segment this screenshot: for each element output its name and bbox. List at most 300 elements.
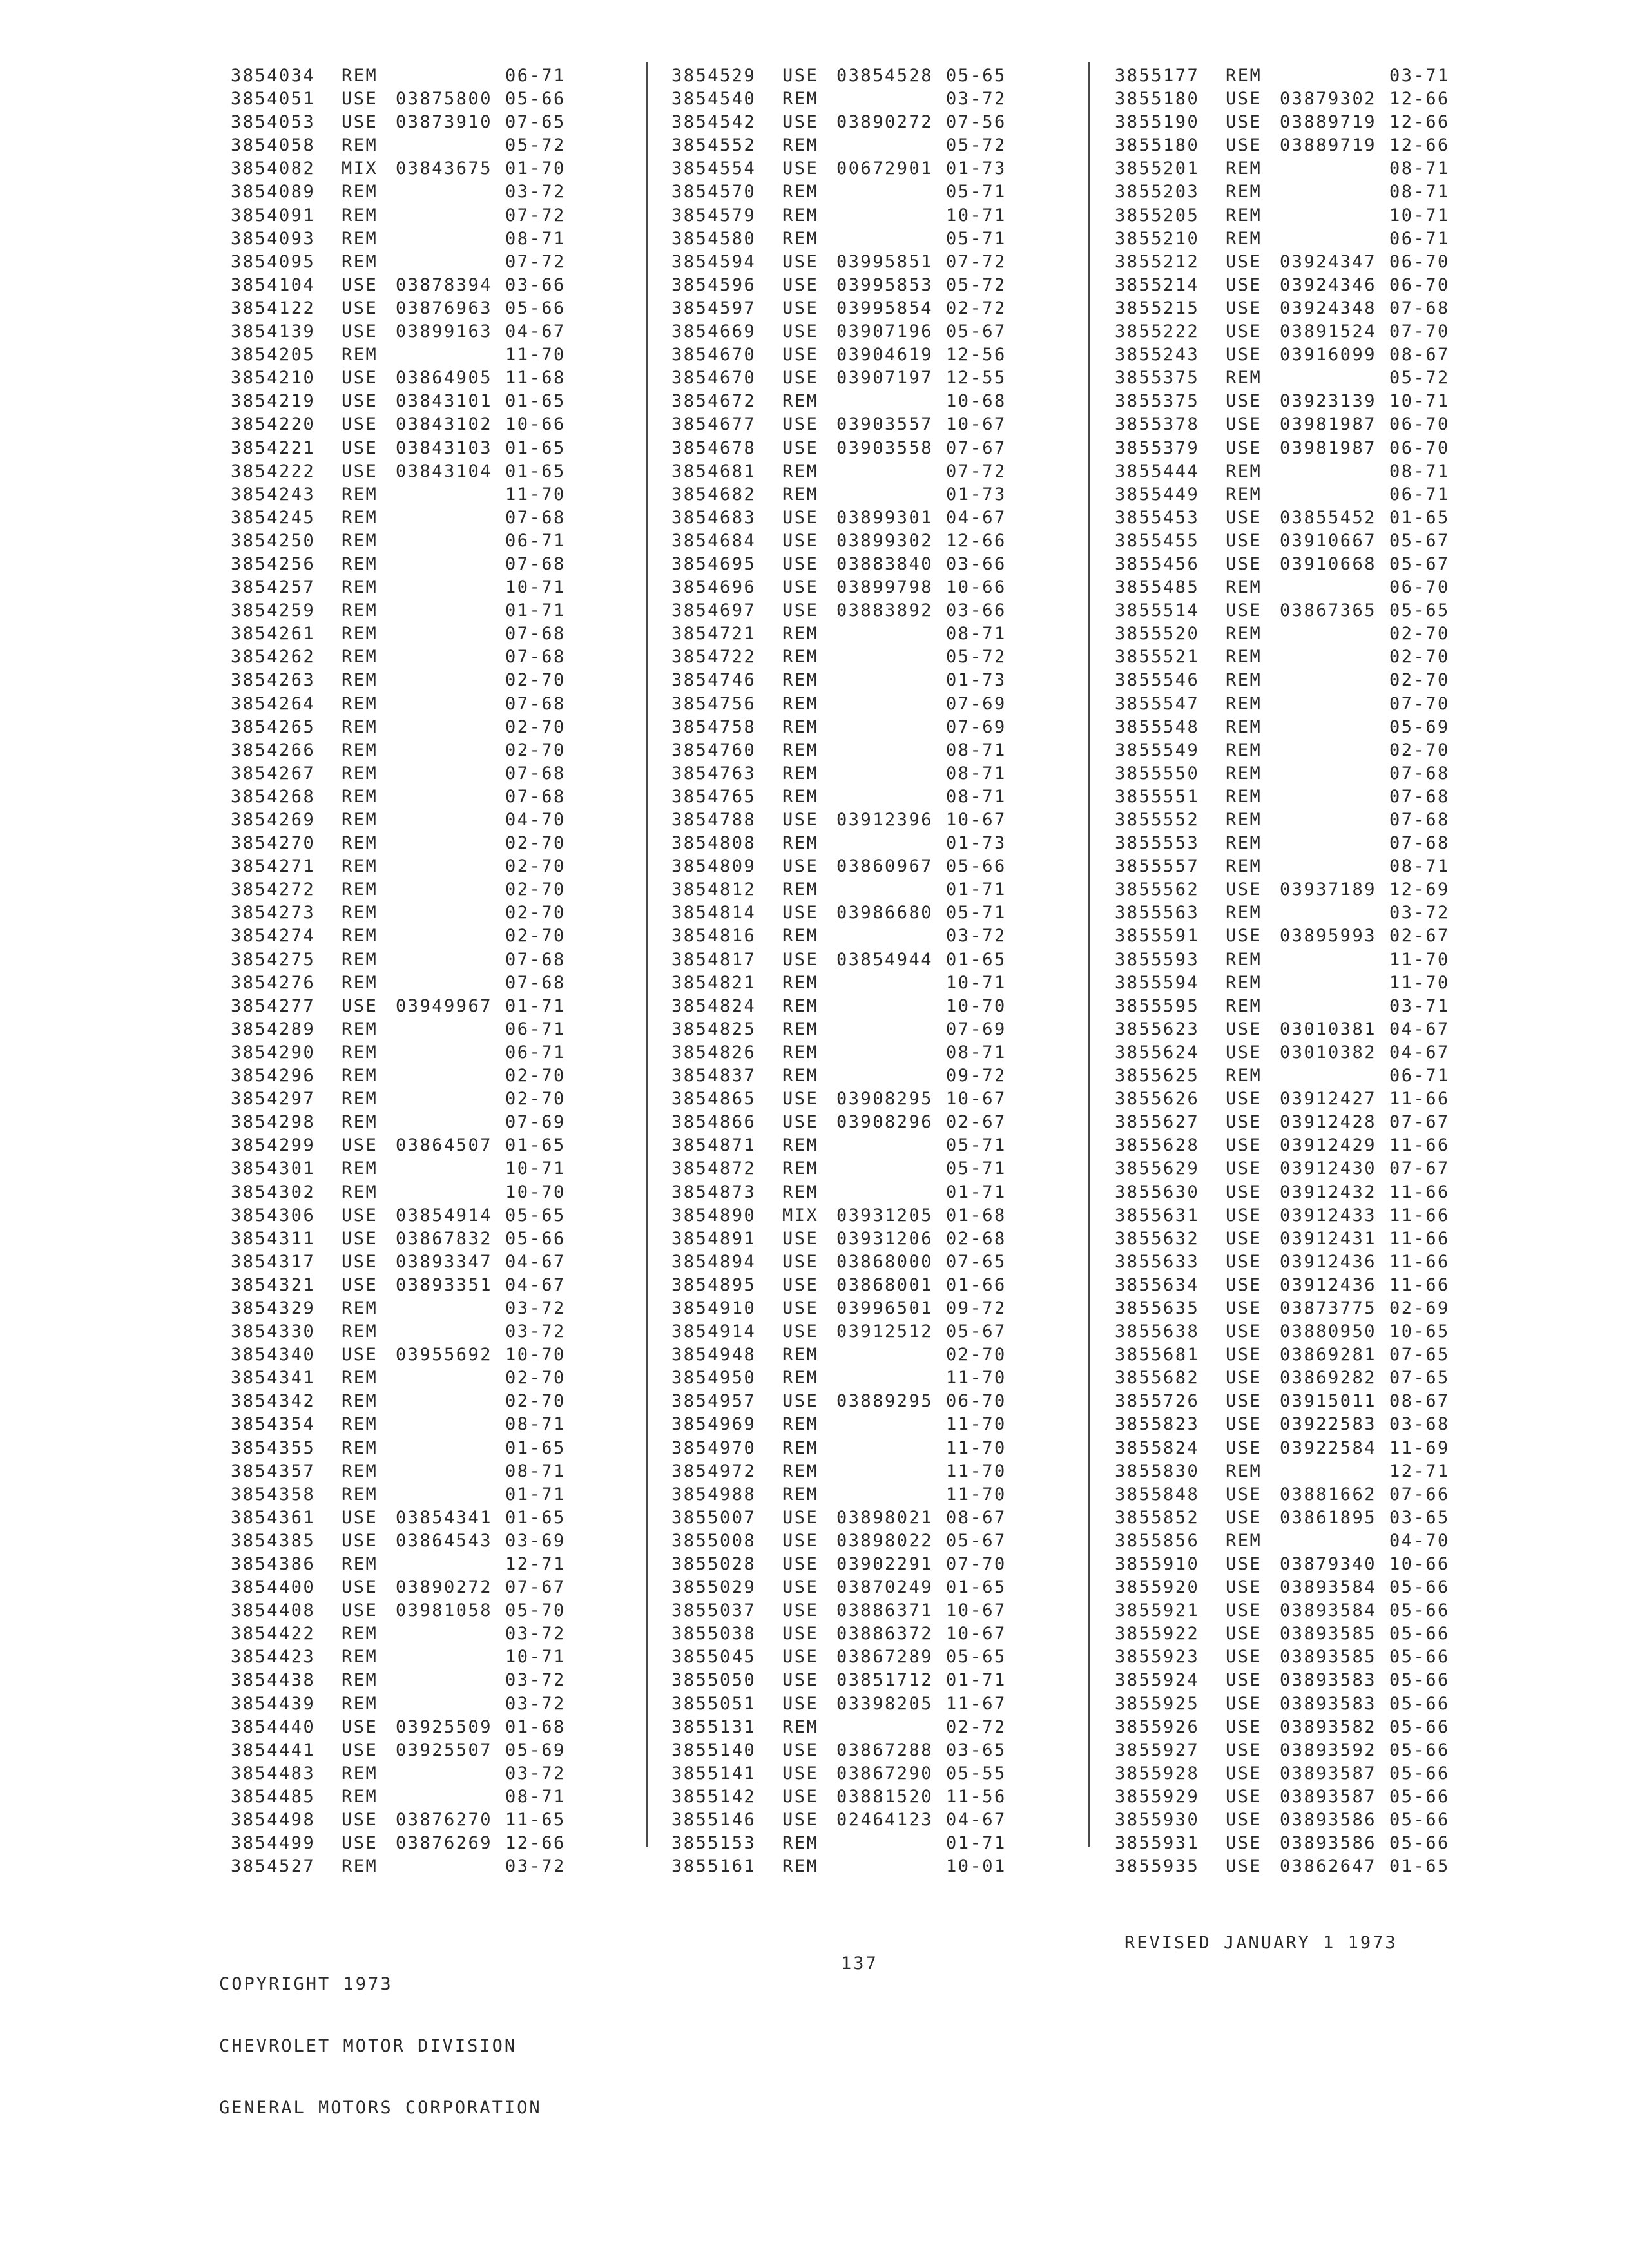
replacement-part-number: 03878394 bbox=[396, 274, 493, 295]
division-line: CHEVROLET MOTOR DIVISION bbox=[219, 2036, 517, 2056]
parts-row bbox=[671, 1227, 1097, 1251]
status-code: REM bbox=[1226, 972, 1262, 993]
status-code: USE bbox=[1226, 1274, 1262, 1295]
parts-row bbox=[231, 1204, 656, 1227]
status-code: REM bbox=[342, 1856, 378, 1877]
part-number: 3855210 bbox=[1115, 228, 1200, 249]
parts-row bbox=[231, 553, 656, 576]
status-code: REM bbox=[782, 972, 819, 993]
status-code: REM bbox=[1226, 763, 1262, 783]
status-code: USE bbox=[1226, 926, 1262, 947]
replacement-part-number: 03910668 bbox=[1280, 553, 1377, 574]
status-code: REM bbox=[342, 507, 378, 528]
status-code: USE bbox=[342, 112, 378, 133]
parts-row bbox=[231, 1274, 656, 1297]
effective-date: 02-70 bbox=[505, 1391, 566, 1412]
replacement-part-number: 03869281 bbox=[1280, 1345, 1377, 1365]
effective-date: 09-72 bbox=[946, 1066, 1007, 1086]
part-number: 3854441 bbox=[231, 1740, 316, 1760]
effective-date: 10-67 bbox=[946, 1600, 1007, 1621]
effective-date: 07-68 bbox=[505, 647, 566, 668]
effective-date: 01-73 bbox=[946, 833, 1007, 854]
replacement-part-number: 03881662 bbox=[1280, 1484, 1377, 1504]
part-number: 3854669 bbox=[671, 322, 757, 342]
status-code: USE bbox=[342, 322, 378, 342]
status-code: USE bbox=[1226, 437, 1262, 458]
status-code: USE bbox=[1226, 1624, 1262, 1644]
parts-row bbox=[1115, 1506, 1540, 1530]
effective-date: 10-66 bbox=[1389, 1554, 1450, 1574]
effective-date: 07-65 bbox=[946, 1251, 1007, 1272]
effective-date: 05-71 bbox=[946, 1158, 1007, 1179]
effective-date: 08-71 bbox=[505, 1414, 566, 1435]
status-code: USE bbox=[782, 903, 819, 923]
status-code: REM bbox=[342, 1437, 378, 1458]
status-code: USE bbox=[1226, 1368, 1262, 1389]
parts-row bbox=[231, 762, 656, 785]
effective-date: 01-65 bbox=[505, 1507, 566, 1528]
status-code: USE bbox=[782, 414, 819, 435]
status-code: REM bbox=[342, 1786, 378, 1807]
part-number: 3854290 bbox=[231, 1042, 316, 1062]
parts-row bbox=[671, 669, 1097, 692]
effective-date: 11-70 bbox=[505, 484, 566, 505]
effective-date: 11-70 bbox=[946, 1368, 1007, 1389]
status-code: USE bbox=[342, 368, 378, 389]
part-number: 3855824 bbox=[1115, 1437, 1200, 1458]
replacement-part-number: 03912512 bbox=[836, 1321, 934, 1342]
status-code: USE bbox=[342, 1274, 378, 1295]
effective-date: 02-70 bbox=[505, 856, 566, 877]
parts-row bbox=[1115, 1832, 1540, 1855]
status-code: REM bbox=[342, 786, 378, 807]
status-code: REM bbox=[342, 763, 378, 783]
parts-row bbox=[1115, 1716, 1540, 1739]
status-code: USE bbox=[1226, 1670, 1262, 1691]
part-number: 3855923 bbox=[1115, 1647, 1200, 1667]
replacement-part-number: 03843675 bbox=[396, 159, 493, 179]
status-code: REM bbox=[1226, 461, 1262, 481]
status-code: USE bbox=[1226, 1182, 1262, 1202]
part-number: 3855848 bbox=[1115, 1484, 1200, 1504]
status-code: REM bbox=[342, 903, 378, 923]
replacement-part-number: 03924348 bbox=[1280, 298, 1377, 318]
part-number: 3854894 bbox=[671, 1251, 757, 1272]
status-code: USE bbox=[782, 577, 819, 598]
part-number: 3855552 bbox=[1115, 810, 1200, 830]
part-number: 3854221 bbox=[231, 437, 316, 458]
status-code: REM bbox=[782, 1833, 819, 1854]
parts-row bbox=[231, 1181, 656, 1204]
part-number: 3855635 bbox=[1115, 1298, 1200, 1318]
status-code: REM bbox=[782, 926, 819, 947]
effective-date: 05-67 bbox=[946, 1530, 1007, 1551]
status-code: USE bbox=[1226, 1600, 1262, 1621]
part-number: 3854760 bbox=[671, 740, 757, 760]
parts-row bbox=[1115, 320, 1540, 343]
part-number: 3854361 bbox=[231, 1507, 316, 1528]
status-code: USE bbox=[782, 251, 819, 272]
status-code: USE bbox=[782, 1647, 819, 1667]
effective-date: 03-72 bbox=[505, 1763, 566, 1783]
parts-row bbox=[1115, 460, 1540, 483]
effective-date: 07-68 bbox=[1389, 763, 1450, 783]
effective-date: 02-70 bbox=[946, 1345, 1007, 1365]
effective-date: 05-72 bbox=[1389, 368, 1450, 389]
part-number: 3855638 bbox=[1115, 1321, 1200, 1342]
parts-row bbox=[671, 1855, 1097, 1878]
status-code: REM bbox=[1226, 484, 1262, 505]
parts-row bbox=[671, 437, 1097, 460]
status-code: USE bbox=[342, 437, 378, 458]
effective-date: 07-68 bbox=[1389, 833, 1450, 854]
parts-row bbox=[231, 901, 656, 925]
status-code: REM bbox=[342, 1647, 378, 1667]
effective-date: 11-69 bbox=[1389, 1437, 1450, 1458]
parts-row bbox=[231, 832, 656, 855]
parts-row bbox=[671, 251, 1097, 274]
part-number: 3854895 bbox=[671, 1274, 757, 1295]
replacement-part-number: 03907196 bbox=[836, 322, 934, 342]
status-code: REM bbox=[782, 995, 819, 1016]
parts-row bbox=[231, 460, 656, 483]
replacement-part-number: 03912431 bbox=[1280, 1228, 1377, 1249]
part-number: 3855563 bbox=[1115, 903, 1200, 923]
replacement-part-number: 03981987 bbox=[1280, 437, 1377, 458]
parts-row bbox=[231, 599, 656, 622]
part-number: 3854342 bbox=[231, 1391, 316, 1412]
part-number: 3855548 bbox=[1115, 716, 1200, 737]
replacement-part-number: 03912429 bbox=[1280, 1135, 1377, 1156]
parts-row bbox=[231, 274, 656, 297]
effective-date: 10-67 bbox=[946, 1624, 1007, 1644]
parts-row bbox=[671, 1785, 1097, 1809]
part-number: 3854499 bbox=[231, 1833, 316, 1854]
parts-row bbox=[671, 693, 1097, 716]
status-code: USE bbox=[342, 1810, 378, 1831]
status-code: REM bbox=[342, 530, 378, 551]
status-code: USE bbox=[1226, 601, 1262, 621]
part-number: 3854271 bbox=[231, 856, 316, 877]
replacement-part-number: 03899302 bbox=[836, 530, 934, 551]
replacement-part-number: 03862647 bbox=[1280, 1856, 1377, 1877]
part-number: 3855591 bbox=[1115, 926, 1200, 947]
parts-row bbox=[1115, 343, 1540, 367]
status-code: REM bbox=[342, 1624, 378, 1644]
parts-column-3 bbox=[1115, 64, 1540, 1878]
effective-date: 01-71 bbox=[505, 995, 566, 1016]
part-number: 3855375 bbox=[1115, 391, 1200, 412]
status-code: REM bbox=[782, 1437, 819, 1458]
replacement-part-number: 03893586 bbox=[1280, 1810, 1377, 1831]
parts-row bbox=[231, 855, 656, 878]
effective-date: 08-71 bbox=[1389, 159, 1450, 179]
effective-date: 07-72 bbox=[505, 205, 566, 226]
parts-row bbox=[671, 809, 1097, 832]
part-number: 3854306 bbox=[231, 1205, 316, 1225]
part-number: 3854386 bbox=[231, 1554, 316, 1574]
effective-date: 10-67 bbox=[946, 1089, 1007, 1110]
parts-row bbox=[231, 995, 656, 1018]
part-number: 3855546 bbox=[1115, 670, 1200, 691]
status-code: REM bbox=[782, 647, 819, 668]
parts-row bbox=[671, 1739, 1097, 1762]
parts-row bbox=[671, 762, 1097, 785]
status-code: USE bbox=[1226, 251, 1262, 272]
status-code: REM bbox=[342, 1414, 378, 1435]
effective-date: 03-66 bbox=[946, 601, 1007, 621]
part-number: 3855633 bbox=[1115, 1251, 1200, 1272]
effective-date: 11-70 bbox=[946, 1437, 1007, 1458]
part-number: 3855201 bbox=[1115, 159, 1200, 179]
replacement-part-number: 03881520 bbox=[836, 1786, 934, 1807]
replacement-part-number: 03876269 bbox=[396, 1833, 493, 1854]
part-number: 3855205 bbox=[1115, 205, 1200, 226]
effective-date: 06-70 bbox=[1389, 437, 1450, 458]
parts-row bbox=[1115, 1343, 1540, 1367]
status-code: REM bbox=[782, 1135, 819, 1156]
effective-date: 12-71 bbox=[1389, 1461, 1450, 1481]
replacement-part-number: 03995851 bbox=[836, 251, 934, 272]
part-number: 3854970 bbox=[671, 1437, 757, 1458]
part-number: 3855926 bbox=[1115, 1716, 1200, 1737]
replacement-part-number: 03854341 bbox=[396, 1507, 493, 1528]
part-number: 3855593 bbox=[1115, 949, 1200, 970]
replacement-part-number: 03880950 bbox=[1280, 1321, 1377, 1342]
effective-date: 12-66 bbox=[1389, 112, 1450, 133]
effective-date: 06-71 bbox=[505, 1042, 566, 1062]
parts-row bbox=[671, 599, 1097, 622]
replacement-part-number: 03854914 bbox=[396, 1205, 493, 1225]
parts-row bbox=[1115, 1204, 1540, 1227]
status-code: USE bbox=[782, 810, 819, 830]
effective-date: 05-72 bbox=[946, 647, 1007, 668]
parts-row bbox=[1115, 204, 1540, 227]
effective-date: 07-69 bbox=[505, 1112, 566, 1133]
part-number: 3854321 bbox=[231, 1274, 316, 1295]
replacement-part-number: 03868000 bbox=[836, 1251, 934, 1272]
effective-date: 02-70 bbox=[1389, 740, 1450, 760]
parts-row bbox=[231, 1251, 656, 1274]
parts-row bbox=[1115, 1251, 1540, 1274]
parts-row bbox=[1115, 1111, 1540, 1134]
replacement-part-number: 03886371 bbox=[836, 1600, 934, 1621]
parts-row bbox=[671, 530, 1097, 553]
column-divider-1 bbox=[646, 62, 648, 1847]
status-code: USE bbox=[782, 553, 819, 574]
parts-row bbox=[231, 693, 656, 716]
status-code: USE bbox=[342, 89, 378, 110]
effective-date: 10-71 bbox=[505, 577, 566, 598]
parts-row bbox=[1115, 1646, 1540, 1669]
status-code: USE bbox=[782, 322, 819, 342]
parts-row bbox=[671, 832, 1097, 855]
parts-row bbox=[231, 1483, 656, 1506]
part-number: 3854243 bbox=[231, 484, 316, 505]
status-code: REM bbox=[342, 66, 378, 86]
part-number: 3855029 bbox=[671, 1577, 757, 1598]
parts-row bbox=[1115, 1088, 1540, 1111]
part-number: 3855180 bbox=[1115, 135, 1200, 156]
part-number: 3855378 bbox=[1115, 414, 1200, 435]
effective-date: 07-68 bbox=[1389, 786, 1450, 807]
status-code: USE bbox=[1226, 1810, 1262, 1831]
part-number: 3854301 bbox=[231, 1158, 316, 1179]
effective-date: 10-71 bbox=[1389, 391, 1450, 412]
parts-column-2 bbox=[671, 64, 1097, 1878]
effective-date: 11-56 bbox=[946, 1786, 1007, 1807]
effective-date: 11-65 bbox=[505, 1810, 566, 1831]
parts-row bbox=[1115, 693, 1540, 716]
status-code: REM bbox=[342, 1112, 378, 1133]
replacement-part-number: 00672901 bbox=[836, 159, 934, 179]
part-number: 3854788 bbox=[671, 810, 757, 830]
parts-row bbox=[231, 1809, 656, 1832]
parts-row bbox=[1115, 785, 1540, 809]
effective-date: 05-66 bbox=[1389, 1600, 1450, 1621]
effective-date: 07-67 bbox=[505, 1577, 566, 1598]
status-code: USE bbox=[1226, 112, 1262, 133]
effective-date: 11-67 bbox=[946, 1693, 1007, 1714]
parts-row bbox=[1115, 1413, 1540, 1436]
effective-date: 07-68 bbox=[505, 786, 566, 807]
part-number: 3855449 bbox=[1115, 484, 1200, 505]
parts-row bbox=[231, 622, 656, 646]
replacement-part-number: 03925509 bbox=[396, 1716, 493, 1737]
effective-date: 03-72 bbox=[505, 1298, 566, 1318]
effective-date: 05-70 bbox=[505, 1600, 566, 1621]
replacement-part-number: 03924346 bbox=[1280, 274, 1377, 295]
status-code: REM bbox=[782, 1345, 819, 1365]
status-code: USE bbox=[782, 856, 819, 877]
effective-date: 06-71 bbox=[505, 1019, 566, 1039]
status-code: USE bbox=[782, 345, 819, 365]
parts-row bbox=[1115, 901, 1540, 925]
parts-row bbox=[231, 390, 656, 413]
effective-date: 12-66 bbox=[1389, 135, 1450, 156]
status-code: REM bbox=[1226, 624, 1262, 644]
part-number: 3855549 bbox=[1115, 740, 1200, 760]
replacement-part-number: 03854528 bbox=[836, 66, 934, 86]
status-code: USE bbox=[1226, 1437, 1262, 1458]
parts-row bbox=[231, 1739, 656, 1762]
parts-row bbox=[671, 1762, 1097, 1785]
effective-date: 05-65 bbox=[1389, 601, 1450, 621]
status-code: USE bbox=[782, 1786, 819, 1807]
part-number: 3855243 bbox=[1115, 345, 1200, 365]
status-code: USE bbox=[782, 1554, 819, 1574]
effective-date: 07-68 bbox=[505, 972, 566, 993]
status-code: USE bbox=[1226, 1740, 1262, 1760]
part-number: 3855050 bbox=[671, 1670, 757, 1691]
status-code: USE bbox=[342, 1205, 378, 1225]
status-code: REM bbox=[342, 1693, 378, 1714]
status-code: USE bbox=[782, 601, 819, 621]
replacement-part-number: 03907197 bbox=[836, 368, 934, 389]
effective-date: 03-66 bbox=[505, 274, 566, 295]
effective-date: 05-55 bbox=[946, 1763, 1007, 1783]
part-number: 3855628 bbox=[1115, 1135, 1200, 1156]
parts-row bbox=[231, 716, 656, 739]
parts-row bbox=[231, 1530, 656, 1553]
parts-row bbox=[231, 809, 656, 832]
part-number: 3854034 bbox=[231, 66, 316, 86]
effective-date: 03-72 bbox=[505, 1321, 566, 1342]
parts-row bbox=[1115, 1437, 1540, 1460]
effective-date: 02-70 bbox=[505, 740, 566, 760]
status-code: USE bbox=[1226, 1321, 1262, 1342]
part-number: 3854672 bbox=[671, 391, 757, 412]
parts-row bbox=[1115, 530, 1540, 553]
part-number: 3855212 bbox=[1115, 251, 1200, 272]
parts-row bbox=[231, 646, 656, 669]
status-code: REM bbox=[1226, 995, 1262, 1016]
part-number: 3854498 bbox=[231, 1810, 316, 1831]
part-number: 3854746 bbox=[671, 670, 757, 691]
parts-row bbox=[671, 320, 1097, 343]
replacement-part-number: 03912436 bbox=[1280, 1251, 1377, 1272]
parts-row bbox=[671, 297, 1097, 320]
replacement-part-number: 03867288 bbox=[836, 1740, 934, 1760]
part-number: 3854890 bbox=[671, 1205, 757, 1225]
part-number: 3854264 bbox=[231, 693, 316, 714]
replacement-part-number: 03890272 bbox=[396, 1577, 493, 1598]
effective-date: 05-72 bbox=[946, 274, 1007, 295]
parts-row bbox=[231, 785, 656, 809]
status-code: REM bbox=[782, 1716, 819, 1737]
status-code: USE bbox=[342, 298, 378, 318]
effective-date: 05-66 bbox=[505, 89, 566, 110]
part-number: 3855177 bbox=[1115, 66, 1200, 86]
parts-row bbox=[1115, 390, 1540, 413]
status-code: USE bbox=[342, 461, 378, 481]
status-code: USE bbox=[1226, 1414, 1262, 1435]
parts-row bbox=[1115, 274, 1540, 297]
parts-row bbox=[231, 1297, 656, 1320]
replacement-part-number: 03875800 bbox=[396, 89, 493, 110]
parts-row bbox=[1115, 739, 1540, 762]
status-code: USE bbox=[342, 1577, 378, 1598]
part-number: 3855550 bbox=[1115, 763, 1200, 783]
status-code: REM bbox=[782, 1158, 819, 1179]
parts-row bbox=[231, 1646, 656, 1669]
part-number: 3855929 bbox=[1115, 1786, 1200, 1807]
status-code: USE bbox=[1226, 1019, 1262, 1039]
effective-date: 11-70 bbox=[946, 1461, 1007, 1481]
status-code: REM bbox=[1226, 833, 1262, 854]
parts-row bbox=[231, 1622, 656, 1646]
status-code: REM bbox=[1226, 205, 1262, 226]
status-code: REM bbox=[342, 182, 378, 202]
part-number: 3854483 bbox=[231, 1763, 316, 1783]
status-code: USE bbox=[782, 1763, 819, 1783]
status-code: USE bbox=[1226, 135, 1262, 156]
replacement-part-number: 03981987 bbox=[1280, 414, 1377, 435]
parts-column-1 bbox=[231, 64, 656, 1878]
parts-row bbox=[671, 157, 1097, 180]
effective-date: 07-72 bbox=[946, 461, 1007, 481]
parts-row bbox=[231, 506, 656, 530]
status-code: USE bbox=[1226, 1345, 1262, 1365]
parts-row bbox=[671, 739, 1097, 762]
replacement-part-number: 03010381 bbox=[1280, 1019, 1377, 1039]
effective-date: 11-70 bbox=[1389, 949, 1450, 970]
effective-date: 11-70 bbox=[1389, 972, 1450, 993]
part-number: 3854552 bbox=[671, 135, 757, 156]
replacement-part-number: 03893582 bbox=[1280, 1716, 1377, 1737]
status-code: USE bbox=[1226, 298, 1262, 318]
part-number: 3855037 bbox=[671, 1600, 757, 1621]
